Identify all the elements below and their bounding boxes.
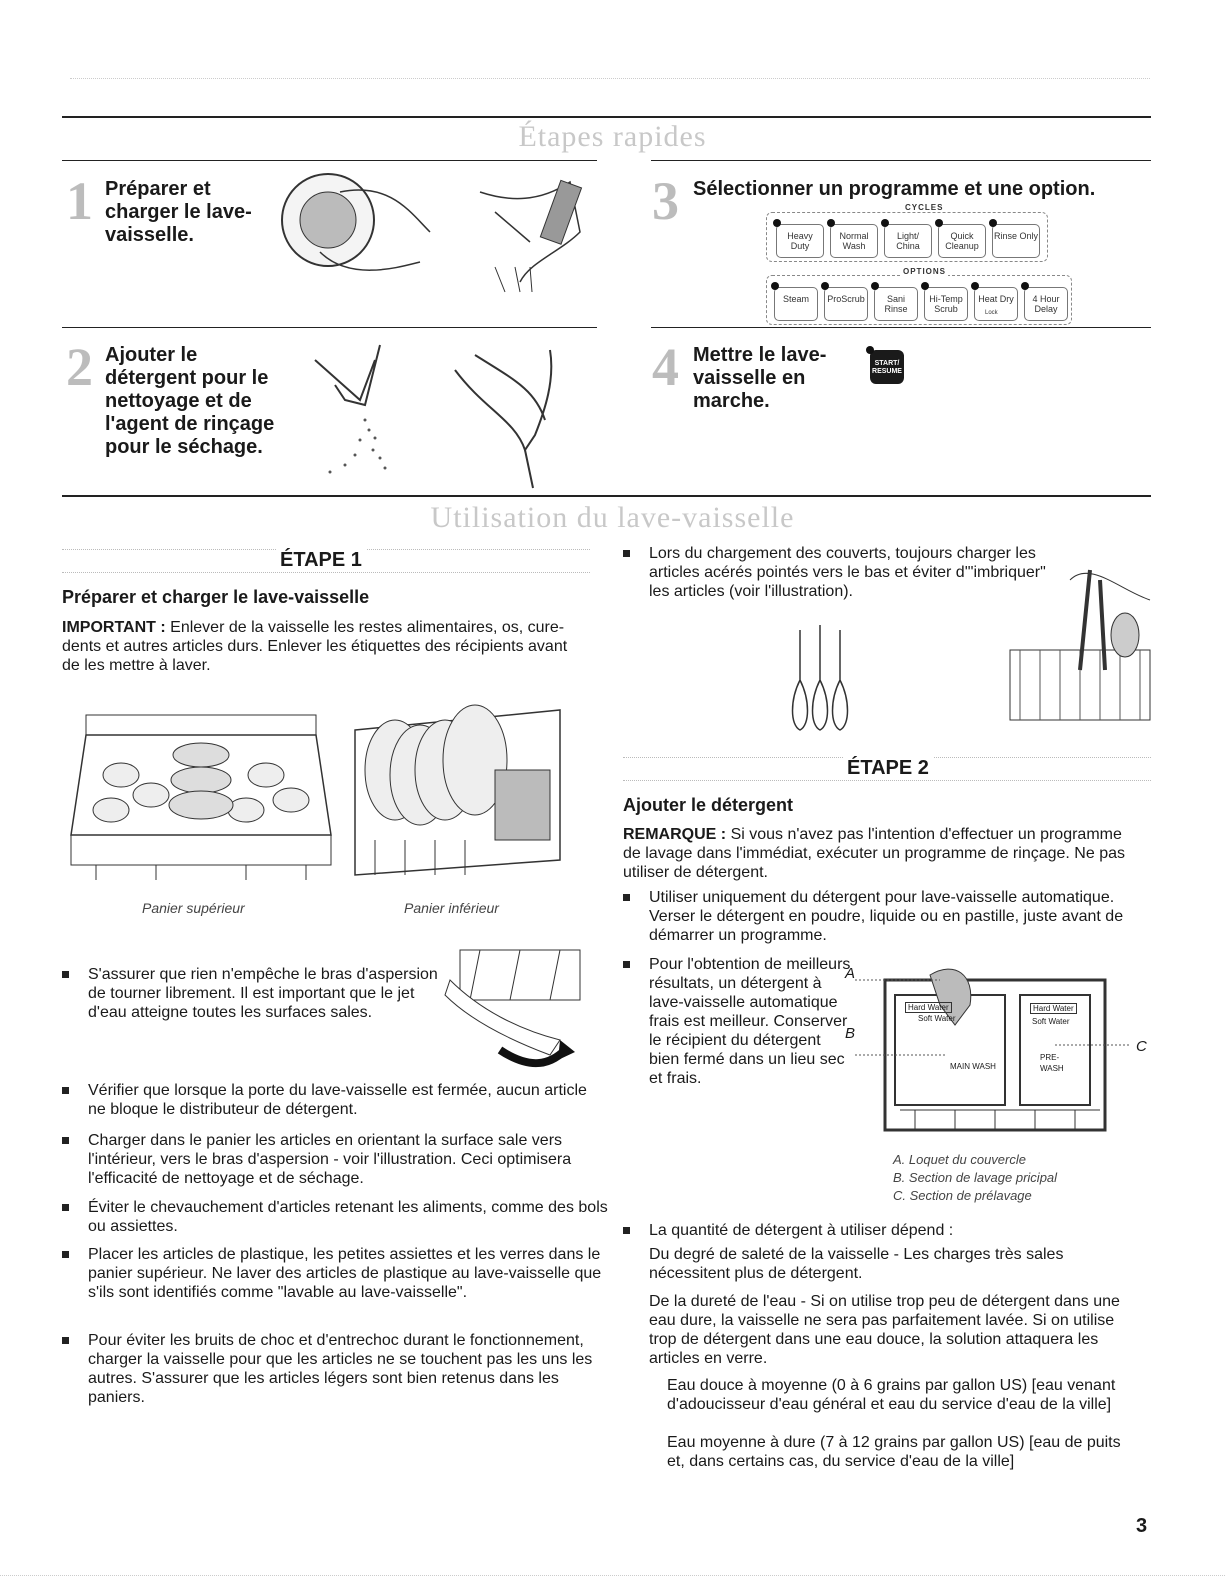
cutlery-basket-illustration bbox=[1010, 560, 1150, 720]
cycle-button-1[interactable]: Heavy Duty bbox=[776, 224, 824, 258]
quick-steps-top-rule bbox=[62, 116, 1151, 118]
start-resume-button[interactable] bbox=[870, 350, 904, 384]
etape1-bullet-6: Pour éviter les bruits de choc et d'entrechoc durant le fonctionnement, charger la vaisselle pour que les articles ne se touchent pas les uns les autres. S'assurer que les articles légers sont bien retenus dans les paniers. bbox=[62, 1331, 608, 1407]
etape2-label: ÉTAPE 2 bbox=[843, 757, 933, 780]
lower-rack-illustration bbox=[345, 690, 570, 890]
top-dotted-line bbox=[70, 78, 1150, 79]
etape1-bullet-2: Vérifier que lorsque la porte du lave-vaisselle est fermée, aucun article ne bloque le distributeur de détergent. bbox=[62, 1081, 608, 1119]
etape2-bullet-1: Utiliser uniquement du détergent pour lave-vaisselle automatique. Verser le détergent en poudre, liquide ou en pastille, juste avant de démarrer un programme. bbox=[623, 888, 1159, 945]
dispenser-caption-b: B. Section de lavage pricipal bbox=[893, 1170, 1058, 1185]
adding-detergent-illustration bbox=[285, 340, 585, 490]
cycle-indicator-5 bbox=[989, 219, 997, 227]
option-indicator-4 bbox=[921, 282, 929, 290]
step2-number: 2 bbox=[66, 337, 93, 397]
pre-wash-label: PRE- WASH bbox=[1040, 1053, 1064, 1073]
option-indicator-6 bbox=[1021, 282, 1029, 290]
option-button-1[interactable]: Steam bbox=[774, 287, 818, 321]
option-button-4[interactable]: Hi-Temp Scrub bbox=[924, 287, 968, 321]
dispenser-label-c: C bbox=[1136, 1038, 1147, 1055]
cycle-indicator-4 bbox=[935, 219, 943, 227]
etape2-subsub-2: Eau moyenne à dure (7 à 12 grains par gallon US) [eau de puits et, dans certains cas, du service d'eau de la ville] bbox=[667, 1434, 1121, 1470]
bottom-dotted-line bbox=[0, 1575, 1225, 1576]
soft-water-label-left: Soft Water bbox=[918, 1014, 956, 1023]
option-indicator-5 bbox=[971, 282, 979, 290]
step3-text: Sélectionner un programme et une option. bbox=[693, 178, 1096, 200]
dispenser-caption-a: A. Loquet du couvercle bbox=[893, 1152, 1026, 1167]
step4-text: Mettre le lave-vaisselle en marche. bbox=[693, 344, 827, 412]
etape2-heading: Ajouter le détergent bbox=[623, 795, 794, 815]
option-indicator-3 bbox=[871, 282, 879, 290]
quick-steps-mid-rule-left bbox=[62, 327, 597, 328]
etape2-bar bbox=[623, 757, 1151, 781]
etape1-label: ÉTAPE 1 bbox=[276, 549, 366, 572]
dispenser-label-a: A bbox=[845, 965, 856, 982]
option-button-5[interactable]: Heat Dry bbox=[974, 287, 1018, 321]
main-wash-label: MAIN WASH bbox=[950, 1062, 996, 1071]
cycle-indicator-1 bbox=[773, 219, 781, 227]
usage-top-rule bbox=[62, 495, 1151, 497]
etape2-sub-1: Du degré de saleté de la vaisselle - Les charges très sales nécessitent plus de détergent. bbox=[649, 1246, 1064, 1282]
etape1-bullet-3: Charger dans le panier les articles en orientant la surface sale vers l'intérieur, vers le bras d'aspersion - voir l'illustration. Ceci optimisera l'efficacité de nettoyage et de séchage. bbox=[62, 1131, 608, 1188]
soft-water-label-right: Soft Water bbox=[1032, 1017, 1070, 1026]
cutlery-nesting-illustration bbox=[785, 620, 855, 735]
cycle-button-4[interactable]: Quick Cleanup bbox=[938, 224, 986, 258]
step1-number: 1 bbox=[66, 171, 93, 231]
cutlery-bullet: Lors du chargement des couverts, toujours charger les articles acérés pointés vers le bas et éviter d'"imbriquer" les articles (voir l'illustration). bbox=[623, 544, 1049, 601]
option-button-3[interactable]: Sani Rinse bbox=[874, 287, 918, 321]
cycle-button-5[interactable]: Rinse Only bbox=[992, 224, 1040, 258]
option-indicator-2 bbox=[821, 282, 829, 290]
dispenser-caption-c: C. Section de prélavage bbox=[893, 1188, 1032, 1203]
etape1-bullet-5: Placer les articles de plastique, les petites assiettes et les verres dans le panier supérieur. Ne laver des articles de plastique au lave-vaisselle que s'ils sont identifiés comme "lavable au lave-vaisselle". bbox=[62, 1245, 608, 1302]
upper-rack-illustration bbox=[66, 695, 336, 890]
important-label: IMPORTANT : bbox=[62, 619, 166, 636]
option-indicator-1 bbox=[771, 282, 779, 290]
cycle-button-2[interactable]: Normal Wash bbox=[830, 224, 878, 258]
note-text: Si vous n'avez pas l'intention d'effectuer un programme de lavage dans l'immédiat, exécuter un programme de rinçage. Ne pas utiliser de détergent. bbox=[623, 826, 1125, 881]
etape1-bar bbox=[62, 549, 590, 573]
step1-text: Préparer et charger le lave-vaisselle. bbox=[105, 178, 252, 246]
option-button-2[interactable]: ProScrub bbox=[824, 287, 868, 321]
usage-title: Utilisation du lave-vaisselle bbox=[430, 501, 795, 534]
step4-number: 4 bbox=[652, 337, 679, 397]
loading-plate-illustration bbox=[280, 172, 590, 292]
important-text: Enlever de la vaisselle les restes alimentaires, os, cure-dents et autres articles durs. Enlever les étiquettes des récipients avant de les mettre à laver. bbox=[62, 619, 568, 674]
caption-upper-rack: Panier supérieur bbox=[142, 900, 245, 916]
options-label: OPTIONS bbox=[903, 267, 947, 276]
etape2-note bbox=[623, 825, 1143, 882]
etape1-bullet-1: S'assurer que rien n'empêche le bras d'aspersion de tourner librement. Il est important que le jet d'eau atteigne toutes les surfaces sales. bbox=[62, 965, 448, 1022]
spray-arm-illustration bbox=[440, 940, 590, 1070]
etape2-sub-2: De la dureté de l'eau - Si on utilise trop peu de détergent dans une eau dure, la vaisselle ne sera pas parfaitement lavée. Si on utilise trop de détergent dans une eau douce, la solution attaquera les articles en verre. bbox=[649, 1293, 1120, 1367]
cycle-indicator-2 bbox=[827, 219, 835, 227]
detergent-dispenser-illustration bbox=[845, 965, 1145, 1145]
etape2-bullet-2: Pour l'obtention de meilleurs résultats, un détergent à lave-vaisselle automatique frais est meilleur. Conserver le récipient du détergent bien fermé dans un lieu sec et frais. bbox=[623, 955, 854, 1088]
cycle-button-3[interactable]: Light/ China bbox=[884, 224, 932, 258]
etape2-subsub-1: Eau douce à moyenne (0 à 6 grains par gallon US) [eau venant d'adoucisseur d'eau général et eau du service d'eau de la ville] bbox=[667, 1377, 1116, 1413]
hard-water-label-left: Hard Water bbox=[905, 1002, 952, 1013]
lock-indicator-label: Lock bbox=[985, 310, 998, 316]
option-button-6[interactable]: 4 Hour Delay bbox=[1024, 287, 1068, 321]
note-label: REMARQUE : bbox=[623, 826, 727, 843]
etape2-bullet-3: La quantité de détergent à utiliser dépend : bbox=[623, 1221, 1159, 1240]
quick-steps-sub-rule-right bbox=[651, 160, 1151, 161]
step3-number: 3 bbox=[652, 171, 679, 231]
step2-text: Ajouter le détergent pour le nettoyage et de l'agent de rinçage pour le séchage. bbox=[105, 344, 275, 458]
cycle-indicator-3 bbox=[881, 219, 889, 227]
cycles-label: CYCLES bbox=[905, 203, 944, 212]
start-indicator-dot bbox=[866, 346, 874, 354]
quick-steps-mid-rule-right bbox=[651, 327, 1151, 328]
etape1-important bbox=[62, 618, 582, 675]
quick-steps-sub-rule-left bbox=[62, 160, 597, 161]
dispenser-label-b: B bbox=[845, 1025, 856, 1042]
page-number: 3 bbox=[1136, 1515, 1148, 1537]
start-resume-label: START/ RESUME bbox=[872, 360, 902, 375]
etape1-heading: Préparer et charger le lave-vaisselle bbox=[62, 587, 370, 607]
caption-lower-rack: Panier inférieur bbox=[404, 900, 499, 916]
quick-steps-title: Étapes rapides bbox=[518, 120, 707, 153]
etape1-bullet-4: Éviter le chevauchement d'articles retenant les aliments, comme des bols ou assiettes. bbox=[62, 1198, 608, 1236]
hard-water-label-right: Hard Water bbox=[1030, 1003, 1077, 1014]
